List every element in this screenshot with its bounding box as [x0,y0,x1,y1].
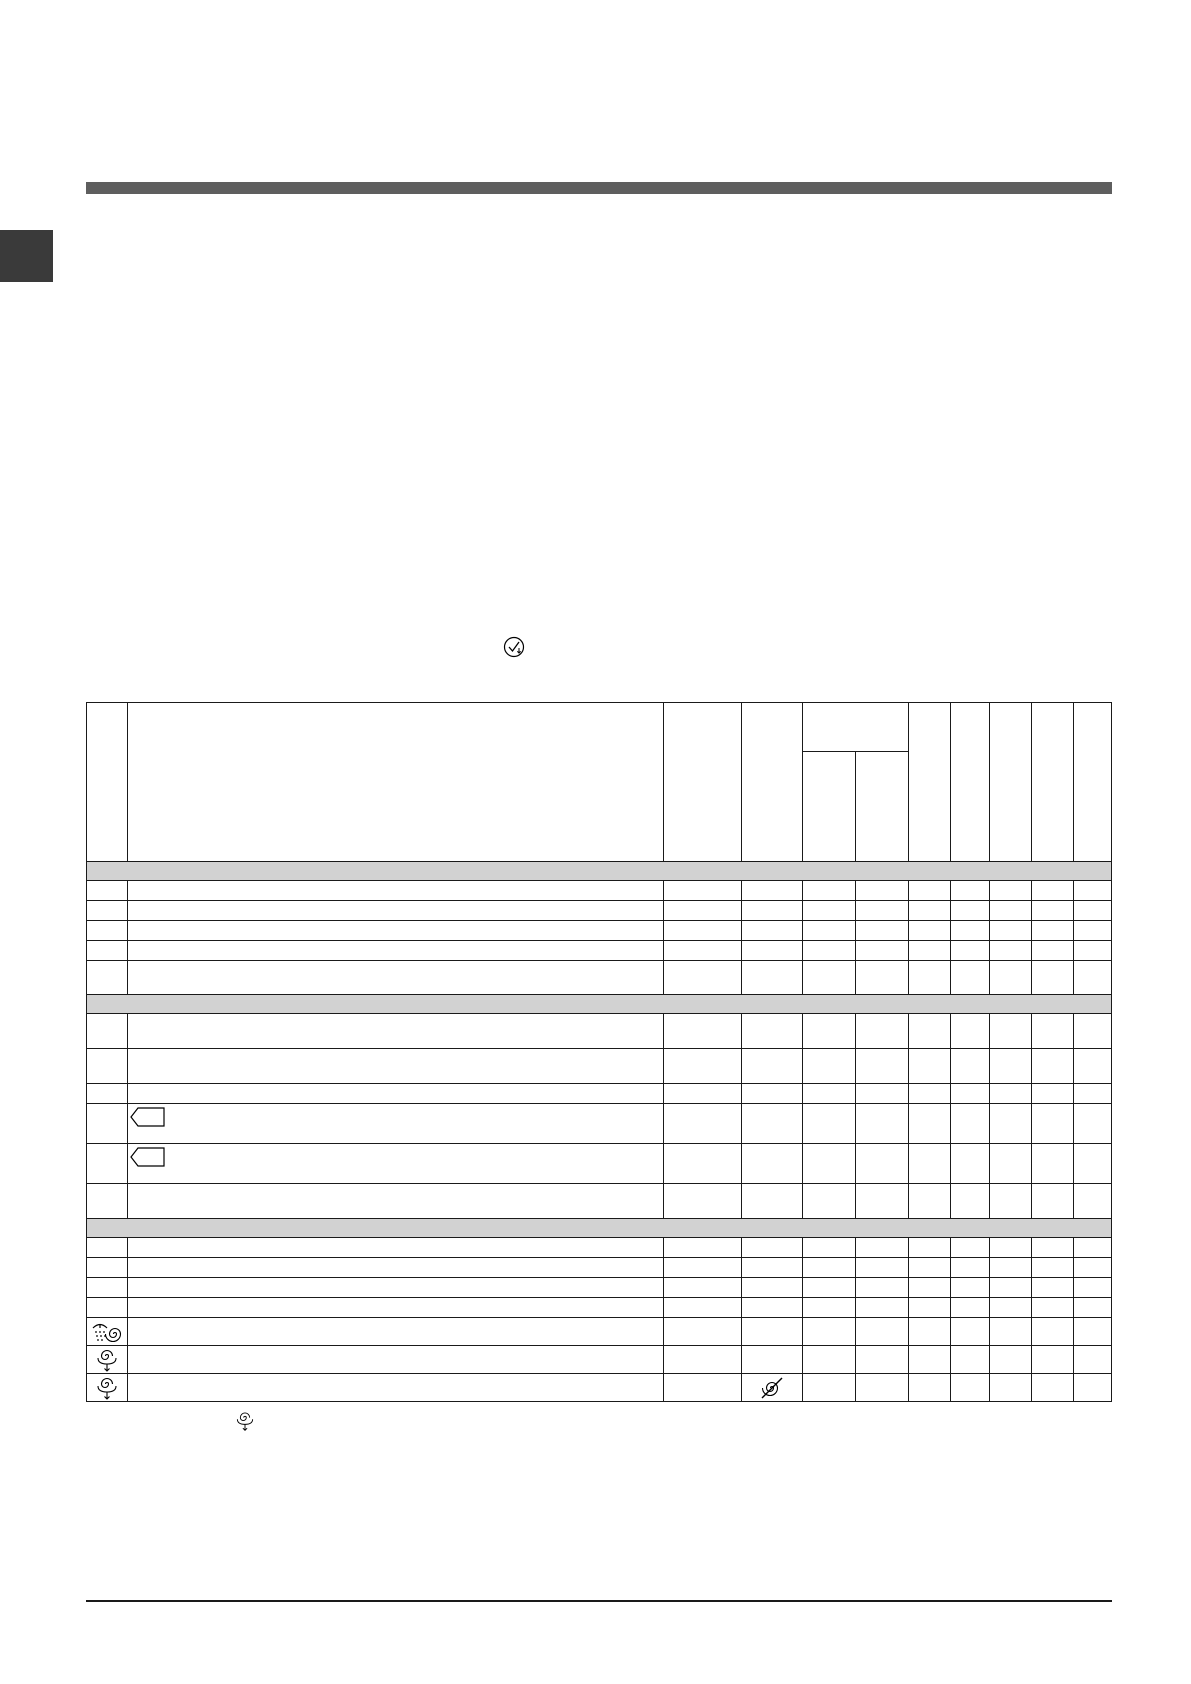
header-subcell [856,752,909,862]
header-group-cell [803,703,909,752]
check-circle-arrow-icon [503,636,525,658]
header-cell [87,703,128,862]
table-row [87,961,1112,995]
table-row [87,1258,1112,1278]
group-header-row [87,1219,1112,1238]
header-cell [1074,703,1112,862]
spin-drain-icon [95,1347,119,1373]
table-row [87,1278,1112,1298]
table-row [87,941,1112,961]
table-row [87,1104,1112,1144]
header-cell [742,703,803,862]
no-spin-icon [759,1375,785,1401]
table-row [87,1298,1112,1318]
table-row [87,1049,1112,1084]
table-row [87,1014,1112,1049]
table-row [87,921,1112,941]
table-row [87,1374,1112,1402]
table-row [87,901,1112,921]
table-row [87,1238,1112,1258]
table-row [87,881,1112,901]
footer-rule [86,1600,1112,1602]
table-row [87,1318,1112,1346]
group-header-row [87,862,1112,881]
rinse-spin-icon [90,1320,124,1344]
header-band [86,182,1112,194]
header-cell [990,703,1032,862]
table-row [87,1084,1112,1104]
header-cell [128,703,664,862]
table-header-row [87,703,1112,752]
header-cell [951,703,990,862]
programme-table [86,702,1112,1402]
spin-drain-icon [95,1375,119,1401]
tag-icon [130,1147,166,1167]
header-cell [664,703,742,862]
header-cell [1032,703,1074,862]
spin-drain-icon [234,1410,256,1432]
tag-icon [130,1107,166,1127]
language-tab [0,230,53,282]
header-subcell [803,752,856,862]
table-row [87,1184,1112,1219]
header-cell [909,703,951,862]
group-header-row [87,995,1112,1014]
table-row [87,1144,1112,1184]
table-row [87,1346,1112,1374]
